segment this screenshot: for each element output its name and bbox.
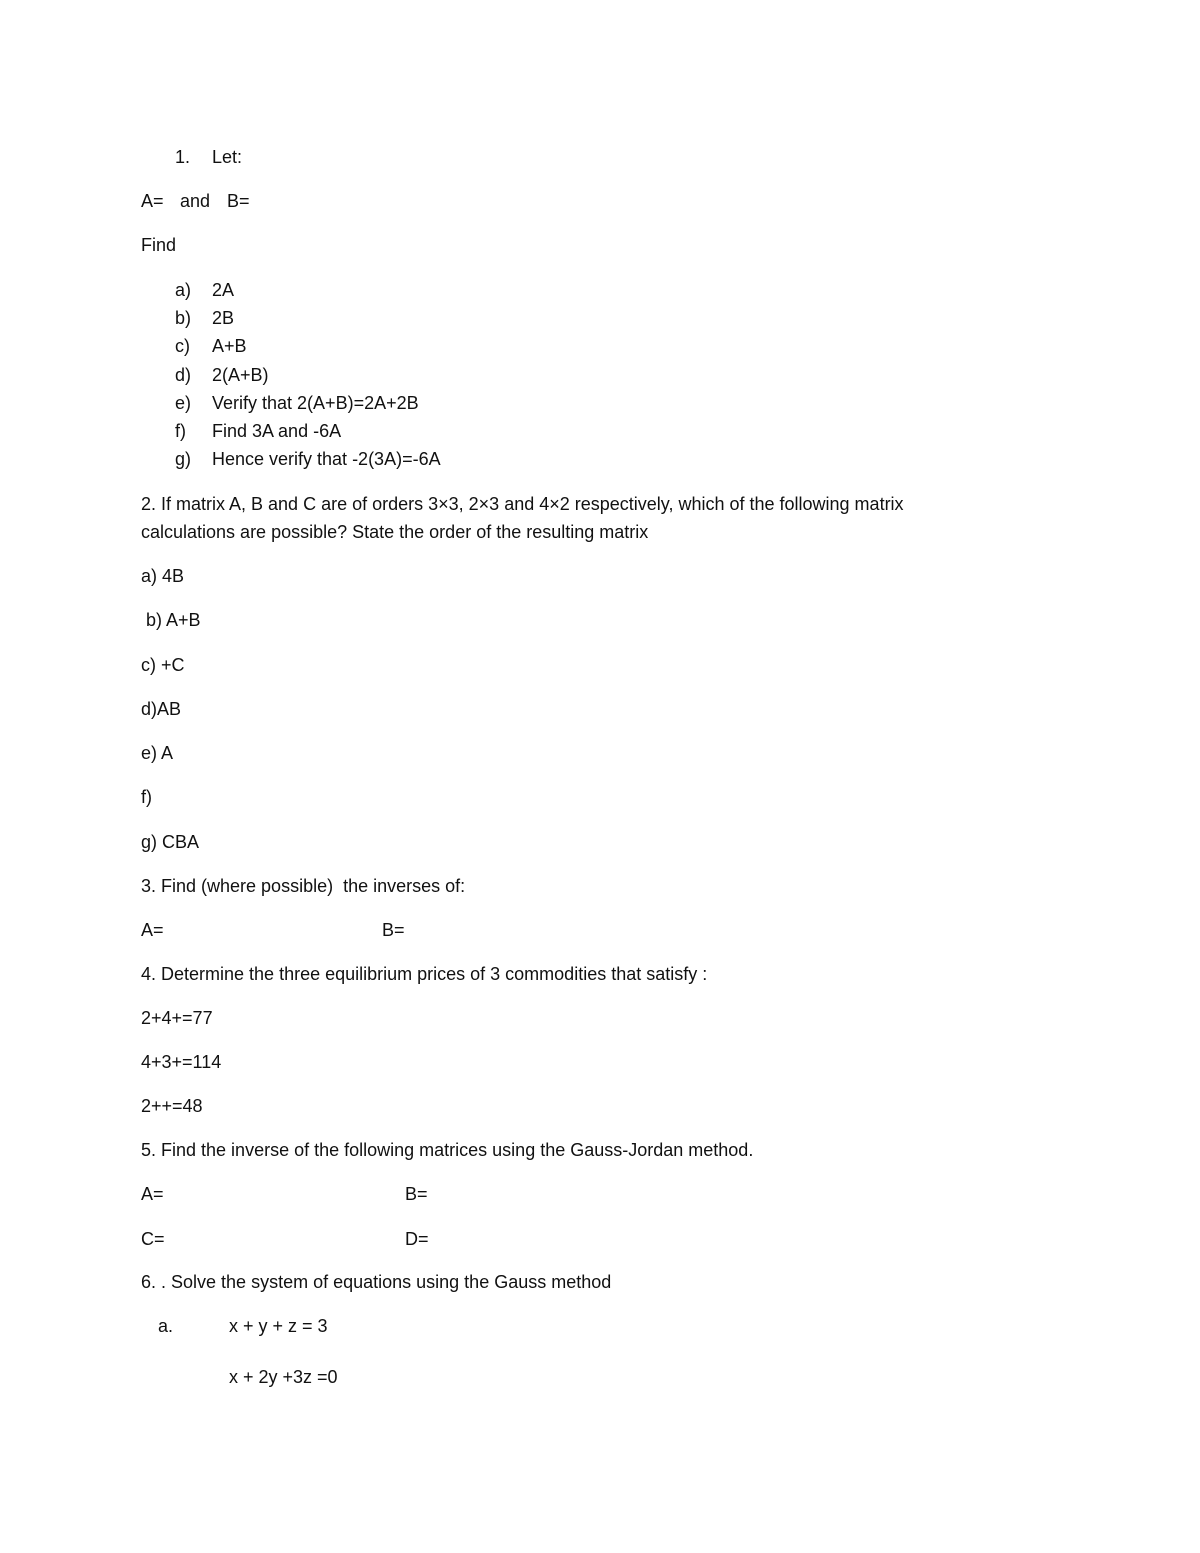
q1-item-text: 2A [212, 280, 235, 300]
q5-line: 5. Find the inverse of the following matrices using the Gauss-Jordan method. [141, 1140, 754, 1160]
q1-item-text: Find 3A and -6A [212, 421, 342, 441]
q6-equation-2: x + 2y +3z =0 [229, 1367, 338, 1387]
q1-matrix-a-label: A= [141, 191, 164, 211]
q6-line: 6. . Solve the system of equations using the Gauss method [141, 1272, 612, 1292]
q5-matrix-a-label: A= [141, 1184, 164, 1204]
q2-line-1: 2. If matrix A, B and C are of orders 3×3, 2×3 and 4×2 respectively, which of the following matrix [141, 494, 904, 514]
q1-item-text: A+B [212, 336, 247, 356]
q2-item: b) A+B [141, 610, 201, 630]
q1-item-text: 2(A+B) [212, 365, 269, 385]
q3-matrix-a-label: A= [141, 920, 164, 940]
q4-equation: 2+4+=77 [141, 1008, 213, 1028]
q1-item-label: e) [175, 393, 192, 413]
q1-item-label: a) [175, 280, 192, 300]
q1-title: Let: [212, 147, 243, 167]
q2-item: e) A [141, 743, 174, 763]
q2-item: c) +C [141, 655, 185, 675]
q1-item-label: f) [175, 421, 186, 441]
q1-item-label: g) [175, 449, 192, 469]
q1-find: Find [141, 235, 177, 255]
q1-item-label: c) [175, 336, 190, 356]
q2-item: d)AB [141, 699, 182, 719]
q1-item-label: b) [175, 308, 192, 328]
q1-number: 1. [175, 147, 191, 167]
q4-equation: 4+3+=114 [141, 1052, 222, 1072]
q5-matrix-d-label: D= [405, 1229, 429, 1249]
q5-matrix-b-label: B= [405, 1184, 428, 1204]
q1-matrix-b-label: B= [227, 191, 250, 211]
q1-item-text: Hence verify that -2(3A)=-6A [212, 449, 441, 469]
q2-line-2: calculations are possible? State the order of the resulting matrix [141, 522, 649, 542]
q5-matrix-c-label: C= [141, 1229, 165, 1249]
q4-equation: 2++=48 [141, 1096, 203, 1116]
q6-equation-1: x + y + z = 3 [229, 1316, 328, 1336]
q1-item-text: Verify that 2(A+B)=2A+2B [212, 393, 419, 413]
q2-item: a) 4B [141, 566, 185, 586]
q4-line: 4. Determine the three equilibrium prices of 3 commodities that satisfy : [141, 964, 708, 984]
q1-item-text: 2B [212, 308, 235, 328]
q1-item-label: d) [175, 365, 192, 385]
q3-line: 3. Find (where possible) the inverses of: [141, 876, 466, 896]
q6-part-label: a. [158, 1316, 174, 1336]
q2-item: f) [141, 787, 152, 807]
q1-and-label: and [180, 191, 211, 211]
q3-matrix-b-label: B= [382, 920, 405, 940]
q2-item: g) CBA [141, 832, 200, 852]
